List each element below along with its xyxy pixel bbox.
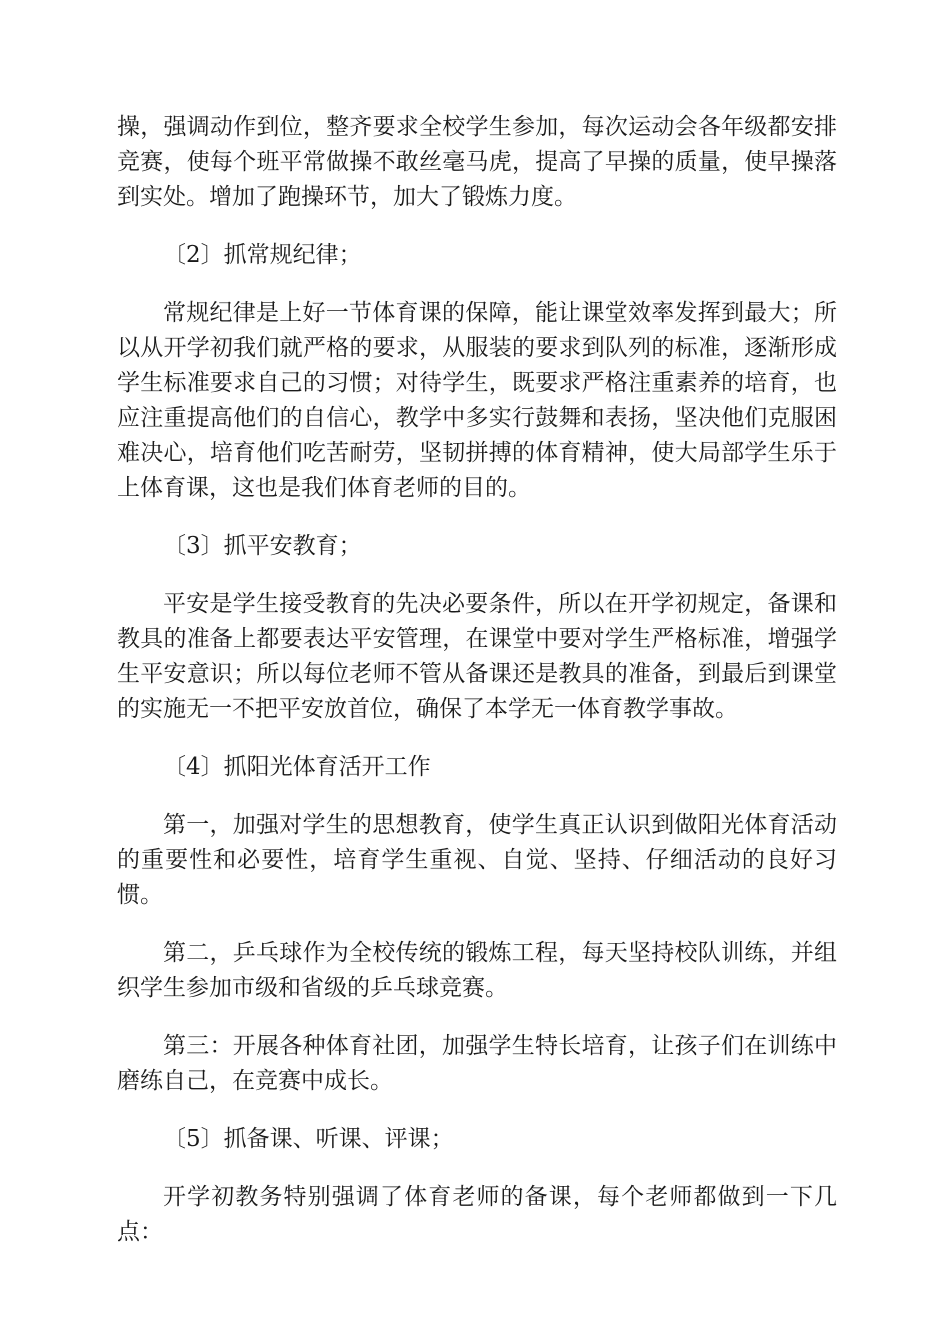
paragraph-third-point: 第三：开展各种体育社团，加强学生特长培育，让孩子们在训练中磨练自己，在竞赛中成长。 <box>117 1033 837 1094</box>
spacer <box>117 727 837 750</box>
paragraph-morning-exercise: 操，强调动作到位，整齐要求全校学生参加，每次运动会各年级都安排竞赛，使每个班平常做操不敢丝毫马虎，提高了早操的质量，使早操落到实处。增加了跑操环节，加大了锻炼力度。 <box>117 114 837 210</box>
paragraph-discipline: 常规纪律是上好一节体育课的保障，能让课堂效率发挥到最大；所以从开学初我们就严格的要求，从服装的要求到队列的标准，逐渐形成学生标准要求自己的习惯；对待学生，既要求严格注重素养的培育，也应注重提高他们的自信心，教学中多实行鼓舞和表扬，坚决他们克服困难决心，培育他们吃苦耐劳，坚韧拼搏的体育精神，使大局部学生乐于上体育课，这也是我们体育老师的目的。 <box>117 300 837 501</box>
paragraph-lesson-prep: 开学初教务特别强调了体育老师的备课，每个老师都做到一下几点： <box>117 1184 837 1245</box>
paragraph-second-point: 第二，乒乓球作为全校传统的锻炼工程，每天坚持校队训练，并组织学生参加市级和省级的乒乓球竞赛。 <box>117 940 837 1001</box>
spacer <box>117 1099 837 1122</box>
spacer <box>117 913 837 936</box>
section-heading-lesson-prep: 〔5〕抓备课、听课、评课； <box>163 1126 454 1152</box>
section-heading-safety: 〔3〕抓平安教育； <box>163 533 362 559</box>
spacer <box>117 1157 837 1180</box>
section-heading-sunshine-sports: 〔4〕抓阳光体育活开工作 <box>163 754 431 780</box>
spacer <box>117 273 837 296</box>
document-body <box>117 110 837 1250</box>
paragraph-safety: 平安是学生接受教育的先决必要条件，所以在开学初规定，备课和教具的准备上都要表达平安管理，在课堂中要对学生严格标准，增强学生平安意识；所以每位老师不管从备课还是教具的准备，到最后到课堂的实施无一不把平安放首位，确保了本学无一体育教学事故。 <box>117 591 837 722</box>
spacer <box>117 506 837 529</box>
section-heading-discipline: 〔2〕抓常规纪律； <box>163 242 362 268</box>
paragraph-first-point: 第一，加强对学生的思想教育，使学生真正认识到做阳光体育活动的重要性和必要性，培育学生重视、自觉、坚持、仔细活动的良好习惯。 <box>117 812 837 908</box>
spacer <box>117 1006 837 1029</box>
spacer <box>117 564 837 587</box>
spacer <box>117 215 837 238</box>
spacer <box>117 785 837 808</box>
